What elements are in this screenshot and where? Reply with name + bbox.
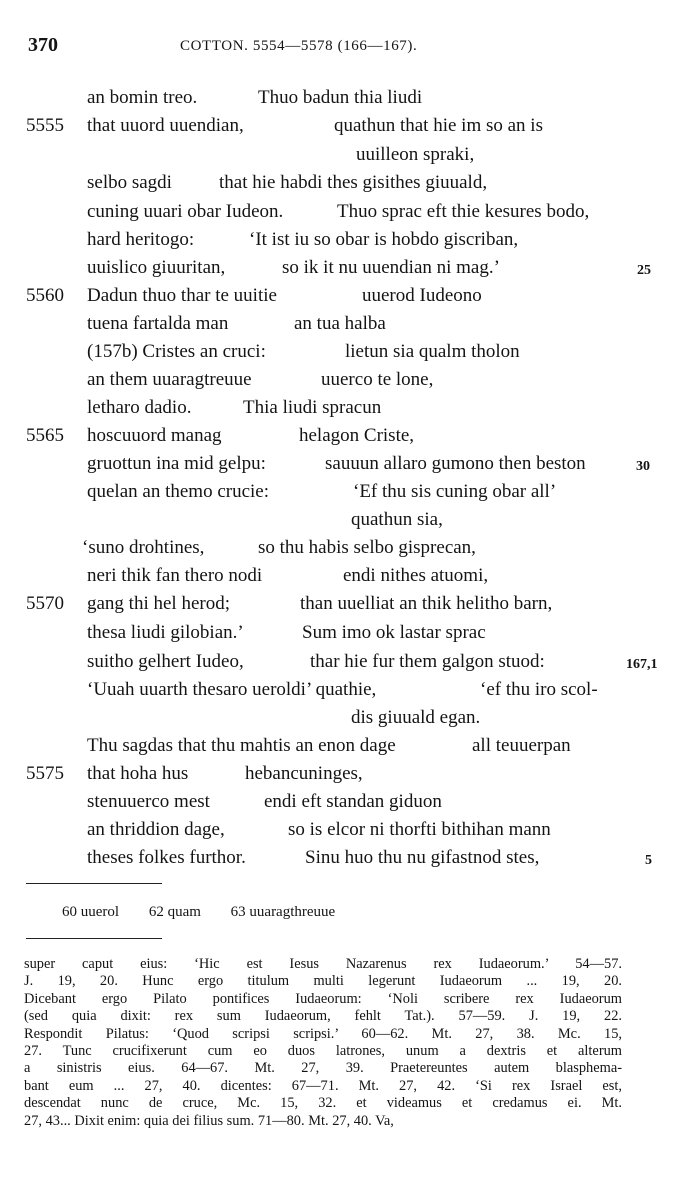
verse-line [0,254,687,282]
verse-line [0,732,687,760]
apparatus-entry: 63 uuaragthreuue [230,904,336,920]
line-number: 5575 [26,763,64,784]
verse-line [0,760,687,788]
second-half-line: uuilleon spraki, [356,144,475,165]
second-half-line: than uuelliat an thik helitho barn, [300,593,553,614]
first-half-line: neri thik fan thero nodi [87,565,263,586]
running-title: COTTON. 5554—5578 (166—167). [180,38,418,54]
first-half-line: Dadun thuo thar te uuitie [87,285,277,306]
footnote-line: 27, 43... Dixit enim: quia dei filius sum. 71—80. Mt. 27, 40. Va, [24,1112,394,1129]
second-half-line: sauuun allaro gumono then beston [325,453,586,474]
verse-line [0,310,687,338]
first-half-line: theses folkes furthor. [87,847,246,868]
verse-line [0,169,687,197]
apparatus-rule-top [26,883,162,884]
line-number: 5565 [26,425,64,446]
first-half-line: uuislico giuuritan, [87,257,226,278]
second-half-line: helagon Criste, [299,425,415,446]
second-half-line: Thuo sprac eft thie kesures bodo, [337,201,590,222]
apparatus-rule-bottom [26,938,162,939]
verse-line [0,534,687,562]
line-number: 5555 [26,115,64,136]
footnote-line: a sinistris eius. 64—67. Mt. 27, 39. Praetereuntes autem blasphema- [24,1060,622,1077]
verse-line [0,338,687,366]
second-half-line: Sinu huo thu nu gifastnod stes, [305,847,540,868]
footnote-line: bant eum ... 27, 40. dicentes: 67—71. Mt. 27, 42. ‘Si rex Israel est, [24,1077,622,1094]
footnote-line: Respondit Pilatus: ‘Quod scripsi scripsi.’ 60—62. Mt. 27, 38. Mc. 15, [24,1025,622,1042]
first-half-line: hard heritogo: [87,229,195,250]
second-half-line: all teuuerpan [472,735,571,756]
verse-line [0,141,687,169]
first-half-line: that hoha hus [87,763,189,784]
second-half-line: that hie habdi thes gisithes giuuald, [219,172,488,193]
first-half-line: that uuord uuendian, [87,115,244,136]
first-half-line: suitho gelhert Iudeo, [87,651,244,672]
second-half-line: endi nithes atuomi, [343,565,489,586]
verse-line [0,422,687,450]
first-half-line: (157b) Cristes an cruci: [87,341,266,362]
line-number: 5560 [26,285,64,306]
margin-reference: 5 [645,853,652,868]
second-half-line: Thia liudi spracun [243,397,382,418]
second-half-line: ‘Ef thu sis cuning obar all’ [353,481,557,502]
verse-line [0,844,687,872]
first-half-line: tuena fartalda man [87,313,229,334]
second-half-line: ‘It ist iu so obar is hobdo giscriban, [249,229,519,250]
footnote-line: J. 19, 20. Hunc ergo titulum multi legerunt Iudaeorum ... 19, 20. [24,973,622,990]
first-half-line: gang thi hel herod; [87,593,230,614]
first-half-line: letharo dadio. [87,397,192,418]
first-half-line: ‘suno drohtines, [82,537,205,558]
second-half-line: uuerod Iudeono [362,285,482,306]
line-number: 5570 [26,593,64,614]
first-half-line: selbo sagdi [87,172,172,193]
second-half-line: so ik it nu uuendian ni mag.’ [282,257,500,278]
verse-line [0,562,687,590]
footnote-line: Dicebant ergo Pilato pontifices Iudaeorum: ‘Noli scribere rex Iudaeorum [24,990,622,1007]
second-half-line: uuerco te lone, [321,369,434,390]
first-half-line: cuning uuari obar Iudeon. [87,201,284,222]
first-half-line: an thriddion dage, [87,819,225,840]
first-half-line: hoscuuord manag [87,425,222,446]
verse-line [0,816,687,844]
verse-line [0,478,687,506]
first-half-line: Thu sagdas that thu mahtis an enon dage [87,735,396,756]
verse-line [0,84,687,112]
second-half-line: hebancuninges, [245,763,363,784]
second-half-line: dis giuuald egan. [351,707,481,728]
first-half-line: gruottun ina mid gelpu: [87,453,266,474]
verse-line [0,112,687,140]
second-half-line: an tua halba [294,313,386,334]
page-number: 370 [28,34,58,56]
second-half-line: quathun that hie im so an is [334,115,543,136]
second-half-line: Thuo badun thia liudi [258,87,423,108]
verse-line [0,394,687,422]
verse-line [0,704,687,732]
verse-line [0,366,687,394]
second-half-line: thar hie fur them galgon stuod: [310,651,545,672]
second-half-line: endi eft standan giduon [264,791,442,812]
footnote-line: descendat nunc de cruce, Mc. 15, 32. et videamus et credamus ei. Mt. [24,1095,622,1112]
margin-reference: 167,1 [626,657,658,672]
second-half-line: so is elcor ni thorfti bithihan mann [288,819,551,840]
second-half-line: Sum imo ok lastar sprac [302,622,486,643]
verse-line [0,282,687,310]
verse-line [0,676,687,704]
footnote-line: super caput eius: ‘Hic est Iesus Nazarenus rex Iudaeorum.’ 54—57. [24,956,622,972]
first-half-line: thesa liudi gilobian.’ [87,622,244,643]
first-half-line: stenuuerco mest [87,791,210,812]
verse-line [0,619,687,647]
second-half-line: lietun sia qualm tholon [345,341,520,362]
verse-line [0,590,687,618]
first-half-line: quelan an themo crucie: [87,481,270,502]
apparatus-entry: 62 quam [148,904,201,920]
margin-reference: 25 [637,263,651,278]
second-half-line: so thu habis selbo gisprecan, [258,537,476,558]
margin-reference: 30 [636,459,650,474]
verse-line [0,788,687,816]
critical-apparatus [62,904,361,921]
first-half-line: an them uuaragtreuue [87,369,252,390]
verse-line [0,506,687,534]
first-half-line: an bomin treo. [87,87,198,108]
verse-line [0,198,687,226]
verse-line [0,226,687,254]
verse-line [0,648,687,676]
footnote-line: 27. Tunc crucifixerunt cum eo duos latrones, unum a dextris et alterum [24,1043,622,1059]
first-half-line: ‘Uuah uuarth thesaro ueroldi’ quathie, [87,679,377,700]
apparatus-entry: 60 uuerol [62,904,120,920]
second-half-line: ‘ef thu iro scol- [480,679,598,700]
verse-line [0,450,687,478]
footnote-line: (sed quia dixit: rex sum Iudaeorum, fehlt Tat.). 57—59. J. 19, 22. [24,1008,622,1025]
second-half-line: quathun sia, [351,509,443,530]
